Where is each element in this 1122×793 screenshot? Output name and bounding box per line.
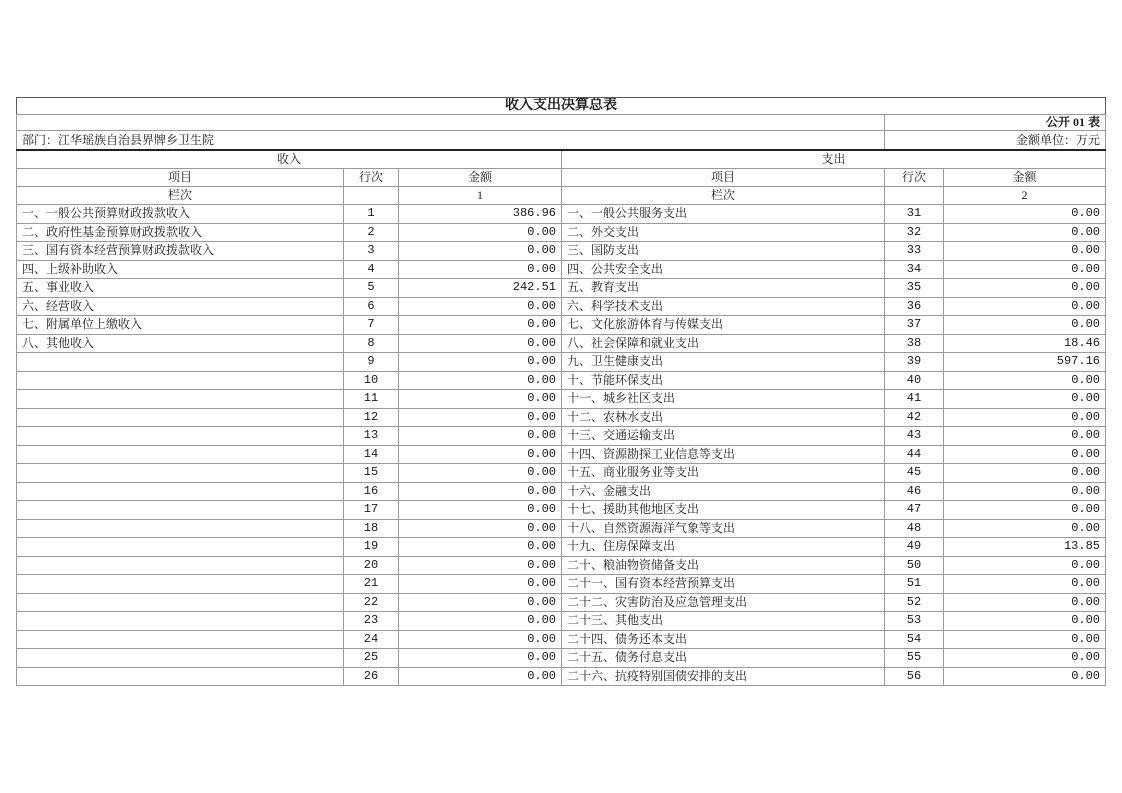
- expense-item-cell: 十七、援助其他地区支出: [562, 501, 885, 520]
- income-amount-cell: 0.00: [399, 519, 562, 538]
- income-line-cell: 7: [344, 316, 399, 335]
- unit-label: 金额单位：万元: [885, 131, 1106, 151]
- income-section-header: 收入: [17, 150, 562, 169]
- expense-amount-cell: 0.00: [944, 630, 1106, 649]
- expense-item-cell: 八、社会保障和就业支出: [562, 334, 885, 353]
- column-header-row: [17, 169, 1106, 187]
- section-header-row: [17, 150, 1106, 169]
- expense-section-header: 支出: [562, 150, 1106, 169]
- summary-table: [16, 97, 1106, 686]
- table-row: [17, 612, 1106, 631]
- income-amount-cell: 0.00: [399, 464, 562, 483]
- income-item-cell: [17, 427, 344, 446]
- income-amount-cell: 0.00: [399, 445, 562, 464]
- expense-line-cell: 44: [885, 445, 944, 464]
- expense-amount-cell: 0.00: [944, 575, 1106, 594]
- income-amount-cell: 0.00: [399, 556, 562, 575]
- expense-amount-cell: 0.00: [944, 556, 1106, 575]
- table-row: [17, 630, 1106, 649]
- income-line-cell: 16: [344, 482, 399, 501]
- table-row: [17, 316, 1106, 335]
- income-amount-cell: 0.00: [399, 260, 562, 279]
- expense-amount-cell: 0.00: [944, 612, 1106, 631]
- table-row: [17, 205, 1106, 224]
- income-item-cell: [17, 575, 344, 594]
- table-row: [17, 519, 1106, 538]
- expense-line-cell: 49: [885, 538, 944, 557]
- table-row: [17, 427, 1106, 446]
- table-row: [17, 482, 1106, 501]
- table-row: [17, 334, 1106, 353]
- income-amount-cell: 0.00: [399, 612, 562, 631]
- income-amount-cell: 0.00: [399, 316, 562, 335]
- income-item-cell: 八、其他收入: [17, 334, 344, 353]
- income-col-amount: 金额: [399, 169, 562, 187]
- income-line-cell: 9: [344, 353, 399, 372]
- income-amount-cell: 0.00: [399, 390, 562, 409]
- expense-item-cell: 一、一般公共服务支出: [562, 205, 885, 224]
- expense-amount-cell: 0.00: [944, 260, 1106, 279]
- income-line-cell: 1: [344, 205, 399, 224]
- expense-line-cell: 42: [885, 408, 944, 427]
- income-index-number: 1: [399, 187, 562, 205]
- expense-item-cell: 二十六、抗疫特别国债安排的支出: [562, 667, 885, 686]
- income-line-cell: 3: [344, 242, 399, 261]
- table-row: [17, 501, 1106, 520]
- income-amount-cell: 0.00: [399, 371, 562, 390]
- income-amount-cell: 0.00: [399, 408, 562, 427]
- expense-amount-cell: 0.00: [944, 464, 1106, 483]
- income-amount-cell: 0.00: [399, 649, 562, 668]
- expense-line-cell: 41: [885, 390, 944, 409]
- table-row: [17, 464, 1106, 483]
- income-amount-cell: 0.00: [399, 353, 562, 372]
- income-line-cell: 6: [344, 297, 399, 316]
- expense-amount-cell: 0.00: [944, 427, 1106, 446]
- income-amount-cell: 0.00: [399, 297, 562, 316]
- expense-line-cell: 40: [885, 371, 944, 390]
- table-row: [17, 297, 1106, 316]
- expense-item-cell: 七、文化旅游体育与传媒支出: [562, 316, 885, 335]
- title-row: [17, 98, 1106, 115]
- expense-line-cell: 34: [885, 260, 944, 279]
- expense-amount-cell: 0.00: [944, 297, 1106, 316]
- expense-line-cell: 31: [885, 205, 944, 224]
- expense-item-cell: 十八、自然资源海洋气象等支出: [562, 519, 885, 538]
- income-amount-cell: 242.51: [399, 279, 562, 298]
- expense-line-cell: 54: [885, 630, 944, 649]
- income-line-cell: 18: [344, 519, 399, 538]
- table-code: 公开 01 表: [885, 115, 1106, 131]
- income-item-cell: 五、事业收入: [17, 279, 344, 298]
- expense-amount-cell: 0.00: [944, 316, 1106, 335]
- expense-line-cell: 45: [885, 464, 944, 483]
- income-amount-cell: 0.00: [399, 334, 562, 353]
- income-item-cell: [17, 667, 344, 686]
- income-line-cell: 8: [344, 334, 399, 353]
- expense-line-cell: 32: [885, 223, 944, 242]
- income-line-cell: 24: [344, 630, 399, 649]
- expense-item-cell: 二十四、债务还本支出: [562, 630, 885, 649]
- expense-index-line-spacer: [885, 187, 944, 205]
- income-item-cell: [17, 538, 344, 557]
- income-amount-cell: 0.00: [399, 223, 562, 242]
- income-line-cell: 10: [344, 371, 399, 390]
- expense-index-number: 2: [944, 187, 1106, 205]
- table-row: [17, 556, 1106, 575]
- income-item-cell: 四、上级补助收入: [17, 260, 344, 279]
- income-amount-cell: 0.00: [399, 538, 562, 557]
- expense-item-cell: 二十二、灾害防治及应急管理支出: [562, 593, 885, 612]
- expense-col-amount: 金额: [944, 169, 1106, 187]
- expense-item-cell: 十三、交通运输支出: [562, 427, 885, 446]
- income-line-cell: 21: [344, 575, 399, 594]
- expense-line-cell: 35: [885, 279, 944, 298]
- expense-amount-cell: 18.46: [944, 334, 1106, 353]
- expense-line-cell: 51: [885, 575, 944, 594]
- table-row: [17, 649, 1106, 668]
- expense-amount-cell: 0.00: [944, 279, 1106, 298]
- income-line-cell: 17: [344, 501, 399, 520]
- expense-item-cell: 十二、农林水支出: [562, 408, 885, 427]
- table-row: [17, 538, 1106, 557]
- income-line-cell: 26: [344, 667, 399, 686]
- income-col-item: 项目: [17, 169, 344, 187]
- expense-item-cell: 二十三、其他支出: [562, 612, 885, 631]
- expense-col-line: 行次: [885, 169, 944, 187]
- income-item-cell: [17, 353, 344, 372]
- table-row: [17, 445, 1106, 464]
- table-row: [17, 260, 1106, 279]
- expense-item-cell: 三、国防支出: [562, 242, 885, 261]
- income-item-cell: [17, 501, 344, 520]
- income-item-cell: 二、政府性基金预算财政拨款收入: [17, 223, 344, 242]
- expense-line-cell: 52: [885, 593, 944, 612]
- expense-line-cell: 56: [885, 667, 944, 686]
- expense-amount-cell: 0.00: [944, 223, 1106, 242]
- expense-amount-cell: 597.16: [944, 353, 1106, 372]
- expense-item-cell: 九、卫生健康支出: [562, 353, 885, 372]
- table-row: [17, 242, 1106, 261]
- income-line-cell: 20: [344, 556, 399, 575]
- income-item-cell: 三、国有资本经营预算财政拨款收入: [17, 242, 344, 261]
- income-line-cell: 14: [344, 445, 399, 464]
- table-row: [17, 408, 1106, 427]
- table-row: [17, 371, 1106, 390]
- table-row: [17, 353, 1106, 372]
- income-amount-cell: 0.00: [399, 482, 562, 501]
- expense-item-cell: 十九、住房保障支出: [562, 538, 885, 557]
- expense-amount-cell: 0.00: [944, 390, 1106, 409]
- expense-amount-cell: 0.00: [944, 445, 1106, 464]
- income-col-line: 行次: [344, 169, 399, 187]
- expense-index-label: 栏次: [562, 187, 885, 205]
- expense-line-cell: 48: [885, 519, 944, 538]
- expense-line-cell: 50: [885, 556, 944, 575]
- expense-amount-cell: 0.00: [944, 408, 1106, 427]
- income-item-cell: 七、附属单位上缴收入: [17, 316, 344, 335]
- department-label: 部门：江华瑶族自治县界牌乡卫生院: [17, 131, 885, 151]
- expense-item-cell: 二十一、国有资本经营预算支出: [562, 575, 885, 594]
- income-item-cell: [17, 464, 344, 483]
- expense-line-cell: 46: [885, 482, 944, 501]
- expense-item-cell: 十六、金融支出: [562, 482, 885, 501]
- expense-line-cell: 39: [885, 353, 944, 372]
- income-amount-cell: 386.96: [399, 205, 562, 224]
- table-code-row: [17, 115, 1106, 131]
- income-line-cell: 15: [344, 464, 399, 483]
- income-item-cell: [17, 630, 344, 649]
- expense-amount-cell: 0.00: [944, 519, 1106, 538]
- income-item-cell: [17, 593, 344, 612]
- expense-item-cell: 十四、资源勘探工业信息等支出: [562, 445, 885, 464]
- income-item-cell: 一、一般公共预算财政拨款收入: [17, 205, 344, 224]
- expense-amount-cell: 0.00: [944, 501, 1106, 520]
- income-amount-cell: 0.00: [399, 630, 562, 649]
- expense-item-cell: 五、教育支出: [562, 279, 885, 298]
- income-item-cell: [17, 649, 344, 668]
- income-index-label: 栏次: [17, 187, 344, 205]
- expense-item-cell: 十、节能环保支出: [562, 371, 885, 390]
- expense-amount-cell: 0.00: [944, 593, 1106, 612]
- expense-amount-cell: 0.00: [944, 482, 1106, 501]
- expense-amount-cell: 0.00: [944, 242, 1106, 261]
- table-row: [17, 593, 1106, 612]
- income-amount-cell: 0.00: [399, 242, 562, 261]
- income-index-line-spacer: [344, 187, 399, 205]
- income-line-cell: 23: [344, 612, 399, 631]
- department-row: [17, 131, 1106, 151]
- income-amount-cell: 0.00: [399, 427, 562, 446]
- income-item-cell: [17, 445, 344, 464]
- expense-item-cell: 六、科学技术支出: [562, 297, 885, 316]
- income-line-cell: 11: [344, 390, 399, 409]
- expense-col-item: 项目: [562, 169, 885, 187]
- income-item-cell: [17, 612, 344, 631]
- expense-line-cell: 47: [885, 501, 944, 520]
- income-amount-cell: 0.00: [399, 501, 562, 520]
- income-line-cell: 5: [344, 279, 399, 298]
- table-row: [17, 223, 1106, 242]
- final-accounts-sheet: [16, 97, 1106, 686]
- expense-line-cell: 38: [885, 334, 944, 353]
- expense-amount-cell: 0.00: [944, 205, 1106, 224]
- expense-amount-cell: 13.85: [944, 538, 1106, 557]
- table-code-spacer: [17, 115, 885, 131]
- expense-line-cell: 53: [885, 612, 944, 631]
- table-row: [17, 575, 1106, 594]
- income-line-cell: 13: [344, 427, 399, 446]
- income-amount-cell: 0.00: [399, 575, 562, 594]
- expense-amount-cell: 0.00: [944, 667, 1106, 686]
- income-item-cell: [17, 390, 344, 409]
- expense-item-cell: 四、公共安全支出: [562, 260, 885, 279]
- income-line-cell: 2: [344, 223, 399, 242]
- income-line-cell: 25: [344, 649, 399, 668]
- income-item-cell: [17, 482, 344, 501]
- income-item-cell: 六、经营收入: [17, 297, 344, 316]
- expense-line-cell: 36: [885, 297, 944, 316]
- income-amount-cell: 0.00: [399, 593, 562, 612]
- column-index-row: [17, 187, 1106, 205]
- income-line-cell: 4: [344, 260, 399, 279]
- income-item-cell: [17, 408, 344, 427]
- expense-amount-cell: 0.00: [944, 371, 1106, 390]
- expense-line-cell: 33: [885, 242, 944, 261]
- table-row: [17, 390, 1106, 409]
- income-item-cell: [17, 519, 344, 538]
- expense-line-cell: 55: [885, 649, 944, 668]
- income-amount-cell: 0.00: [399, 667, 562, 686]
- income-line-cell: 19: [344, 538, 399, 557]
- expense-amount-cell: 0.00: [944, 649, 1106, 668]
- income-item-cell: [17, 556, 344, 575]
- income-item-cell: [17, 371, 344, 390]
- expense-item-cell: 十一、城乡社区支出: [562, 390, 885, 409]
- income-line-cell: 22: [344, 593, 399, 612]
- income-line-cell: 12: [344, 408, 399, 427]
- expense-item-cell: 二、外交支出: [562, 223, 885, 242]
- expense-item-cell: 二十五、债务付息支出: [562, 649, 885, 668]
- table-row: [17, 279, 1106, 298]
- page-title: 收入支出决算总表: [17, 98, 1106, 115]
- expense-item-cell: 十五、商业服务业等支出: [562, 464, 885, 483]
- expense-line-cell: 37: [885, 316, 944, 335]
- expense-line-cell: 43: [885, 427, 944, 446]
- table-row: [17, 667, 1106, 686]
- expense-item-cell: 二十、粮油物资储备支出: [562, 556, 885, 575]
